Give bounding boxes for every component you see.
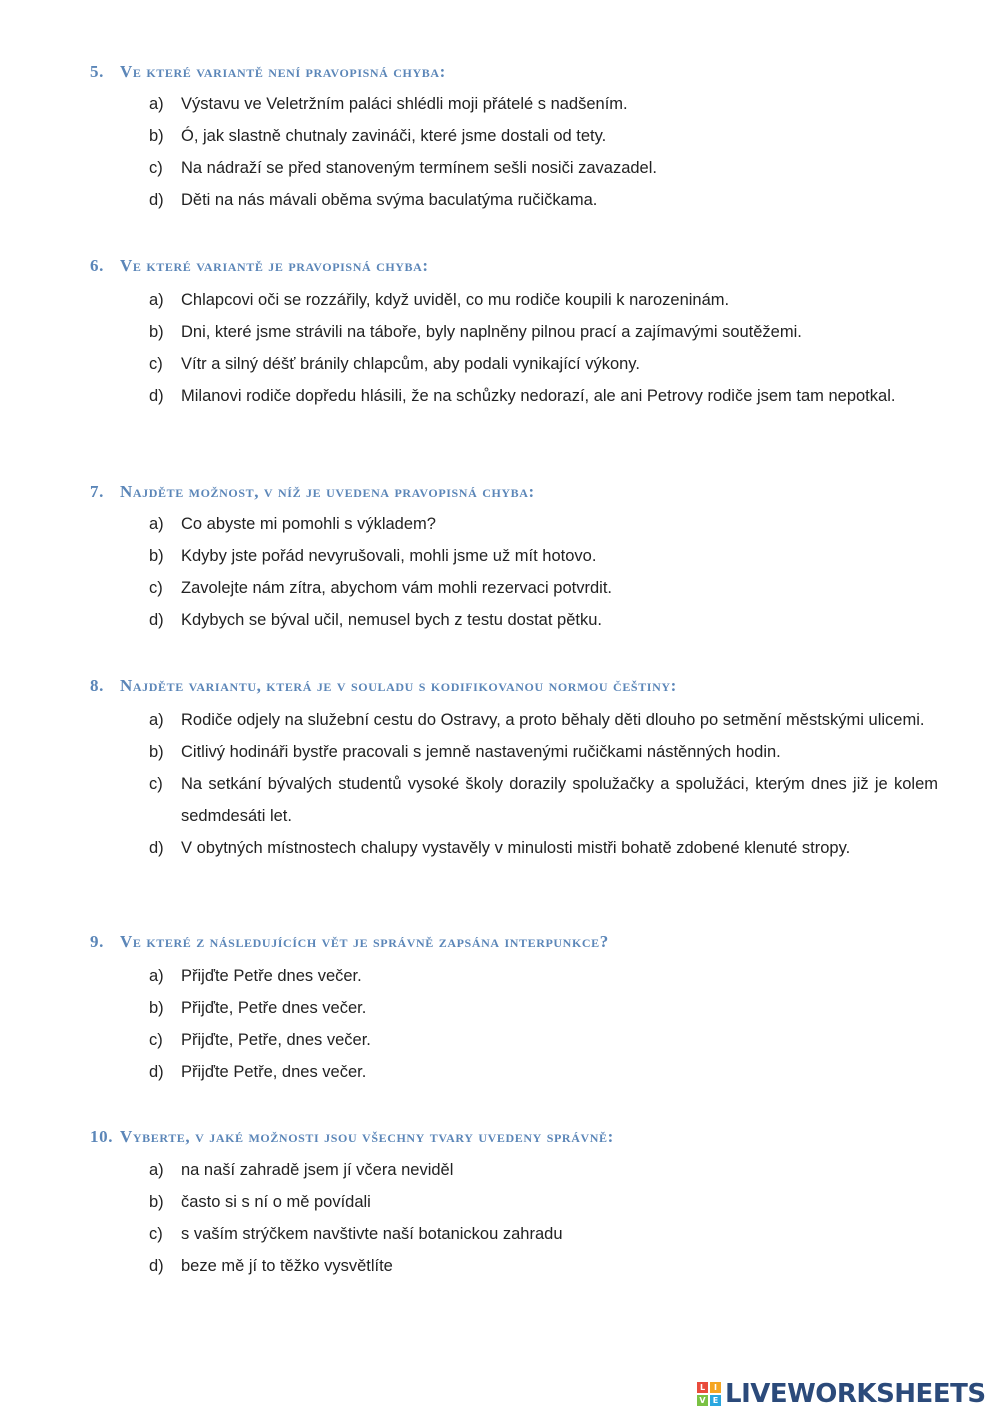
- question-title: 6. Ve které variantě je pravopisná chyba:: [90, 256, 429, 275]
- logo-square: I: [710, 1382, 721, 1393]
- option-c: c) Na nádraží se před stanoveným termínem sešli nosiči zavazadel.: [149, 159, 657, 177]
- brand-name: LIVEWORKSHEETS: [725, 1379, 986, 1409]
- option-b: b) Kdyby jste pořád nevyrušovali, mohli jsme už mít hotovo.: [149, 547, 597, 565]
- option-a: a) Přijďte Petře dnes večer.: [149, 967, 362, 985]
- option-a: a) Výstavu ve Veletržním paláci shlédli moji přátelé s nadšením.: [149, 95, 628, 113]
- question-8: [90, 674, 950, 864]
- option-d: d) beze mě jí to těžko vysvětlíte: [149, 1257, 393, 1275]
- option-c: c) Přijďte, Petře, dnes večer.: [149, 1031, 371, 1049]
- option-b: b) Ó, jak slastně chutnaly zavináči, které jsme dostali od tety.: [149, 127, 607, 145]
- logo-square: E: [710, 1395, 721, 1406]
- option-c: c) Na setkání bývalých studentů vysoké školy dorazily spolužačky a spolužáci, kterým dnes již je kolem sedmdesáti let.: [149, 775, 938, 825]
- question-9: [90, 930, 950, 1088]
- option-d: d) Děti na nás mávali oběma svýma baculatýma ručičkama.: [149, 191, 598, 209]
- option-a: a) Co abyste mi pomohli s výkladem?: [149, 515, 436, 533]
- option-c: c) Zavolejte nám zítra, abychom vám mohli rezervaci potvrdit.: [149, 579, 612, 597]
- option-d: d) Milanovi rodiče dopředu hlásili, že na schůzky nedorazí, ale ani Petrovy rodiče jsem tam nepotkal.: [149, 387, 896, 405]
- option-b: b) Přijďte, Petře dnes večer.: [149, 999, 367, 1017]
- option-a: a) na naší zahradě jsem jí včera neviděl: [149, 1161, 454, 1179]
- option-d: d) V obytných místnostech chalupy vystavěly v minulosti mistři bohatě zdobené klenuté stropy.: [149, 839, 851, 857]
- option-d: d) Kdybych se býval učil, nemusel bych z testu dostat pětku.: [149, 611, 602, 629]
- option-b: b) často si s ní o mě povídali: [149, 1193, 371, 1211]
- question-title: 9. Ve které z následujících vět je správně zapsána interpunkce?: [90, 932, 609, 951]
- option-c: c) Vítr a silný déšť bránily chlapcům, aby podali vynikající výkony.: [149, 355, 640, 373]
- question-6: [90, 254, 950, 412]
- liveworksheets-logo: [697, 1377, 986, 1411]
- option-a: a) Rodiče odjely na služební cestu do Ostravy, a proto běhaly děti dlouho po setmění městskými ulicemi.: [149, 711, 925, 729]
- logo-square: L: [697, 1382, 708, 1393]
- question-title: 5. Ve které variantě není pravopisná chyba:: [90, 62, 446, 81]
- option-d: d) Přijďte Petře, dnes večer.: [149, 1063, 367, 1081]
- question-title: 7. Najděte možnost, v níž je uvedena pravopisná chyba:: [90, 482, 535, 501]
- logo-square: V: [697, 1395, 708, 1406]
- question-title: 8. Najděte variantu, která je v souladu s kodifikovanou normou češtiny:: [90, 676, 677, 695]
- option-b: b) Citlivý hodináři bystře pracovali s jemně nastavenými ručičkami nástěnných hodin.: [149, 743, 781, 761]
- question-10: [90, 1125, 950, 1282]
- question-5: [90, 60, 950, 216]
- option-c: c) s vaším strýčkem navštivte naší botanickou zahradu: [149, 1225, 563, 1243]
- option-b: b) Dni, které jsme strávili na táboře, byly naplněny pilnou prací a zajímavými soutěžemi.: [149, 323, 802, 341]
- question-7: [90, 480, 950, 636]
- option-a: a) Chlapcovi oči se rozzářily, když uviděl, co mu rodiče koupili k narozeninám.: [149, 291, 730, 309]
- liveworksheets-logo-icon: [697, 1382, 721, 1406]
- question-title: 10. Vyberte, v jaké možnosti jsou všechny tvary uvedeny správně:: [90, 1127, 614, 1146]
